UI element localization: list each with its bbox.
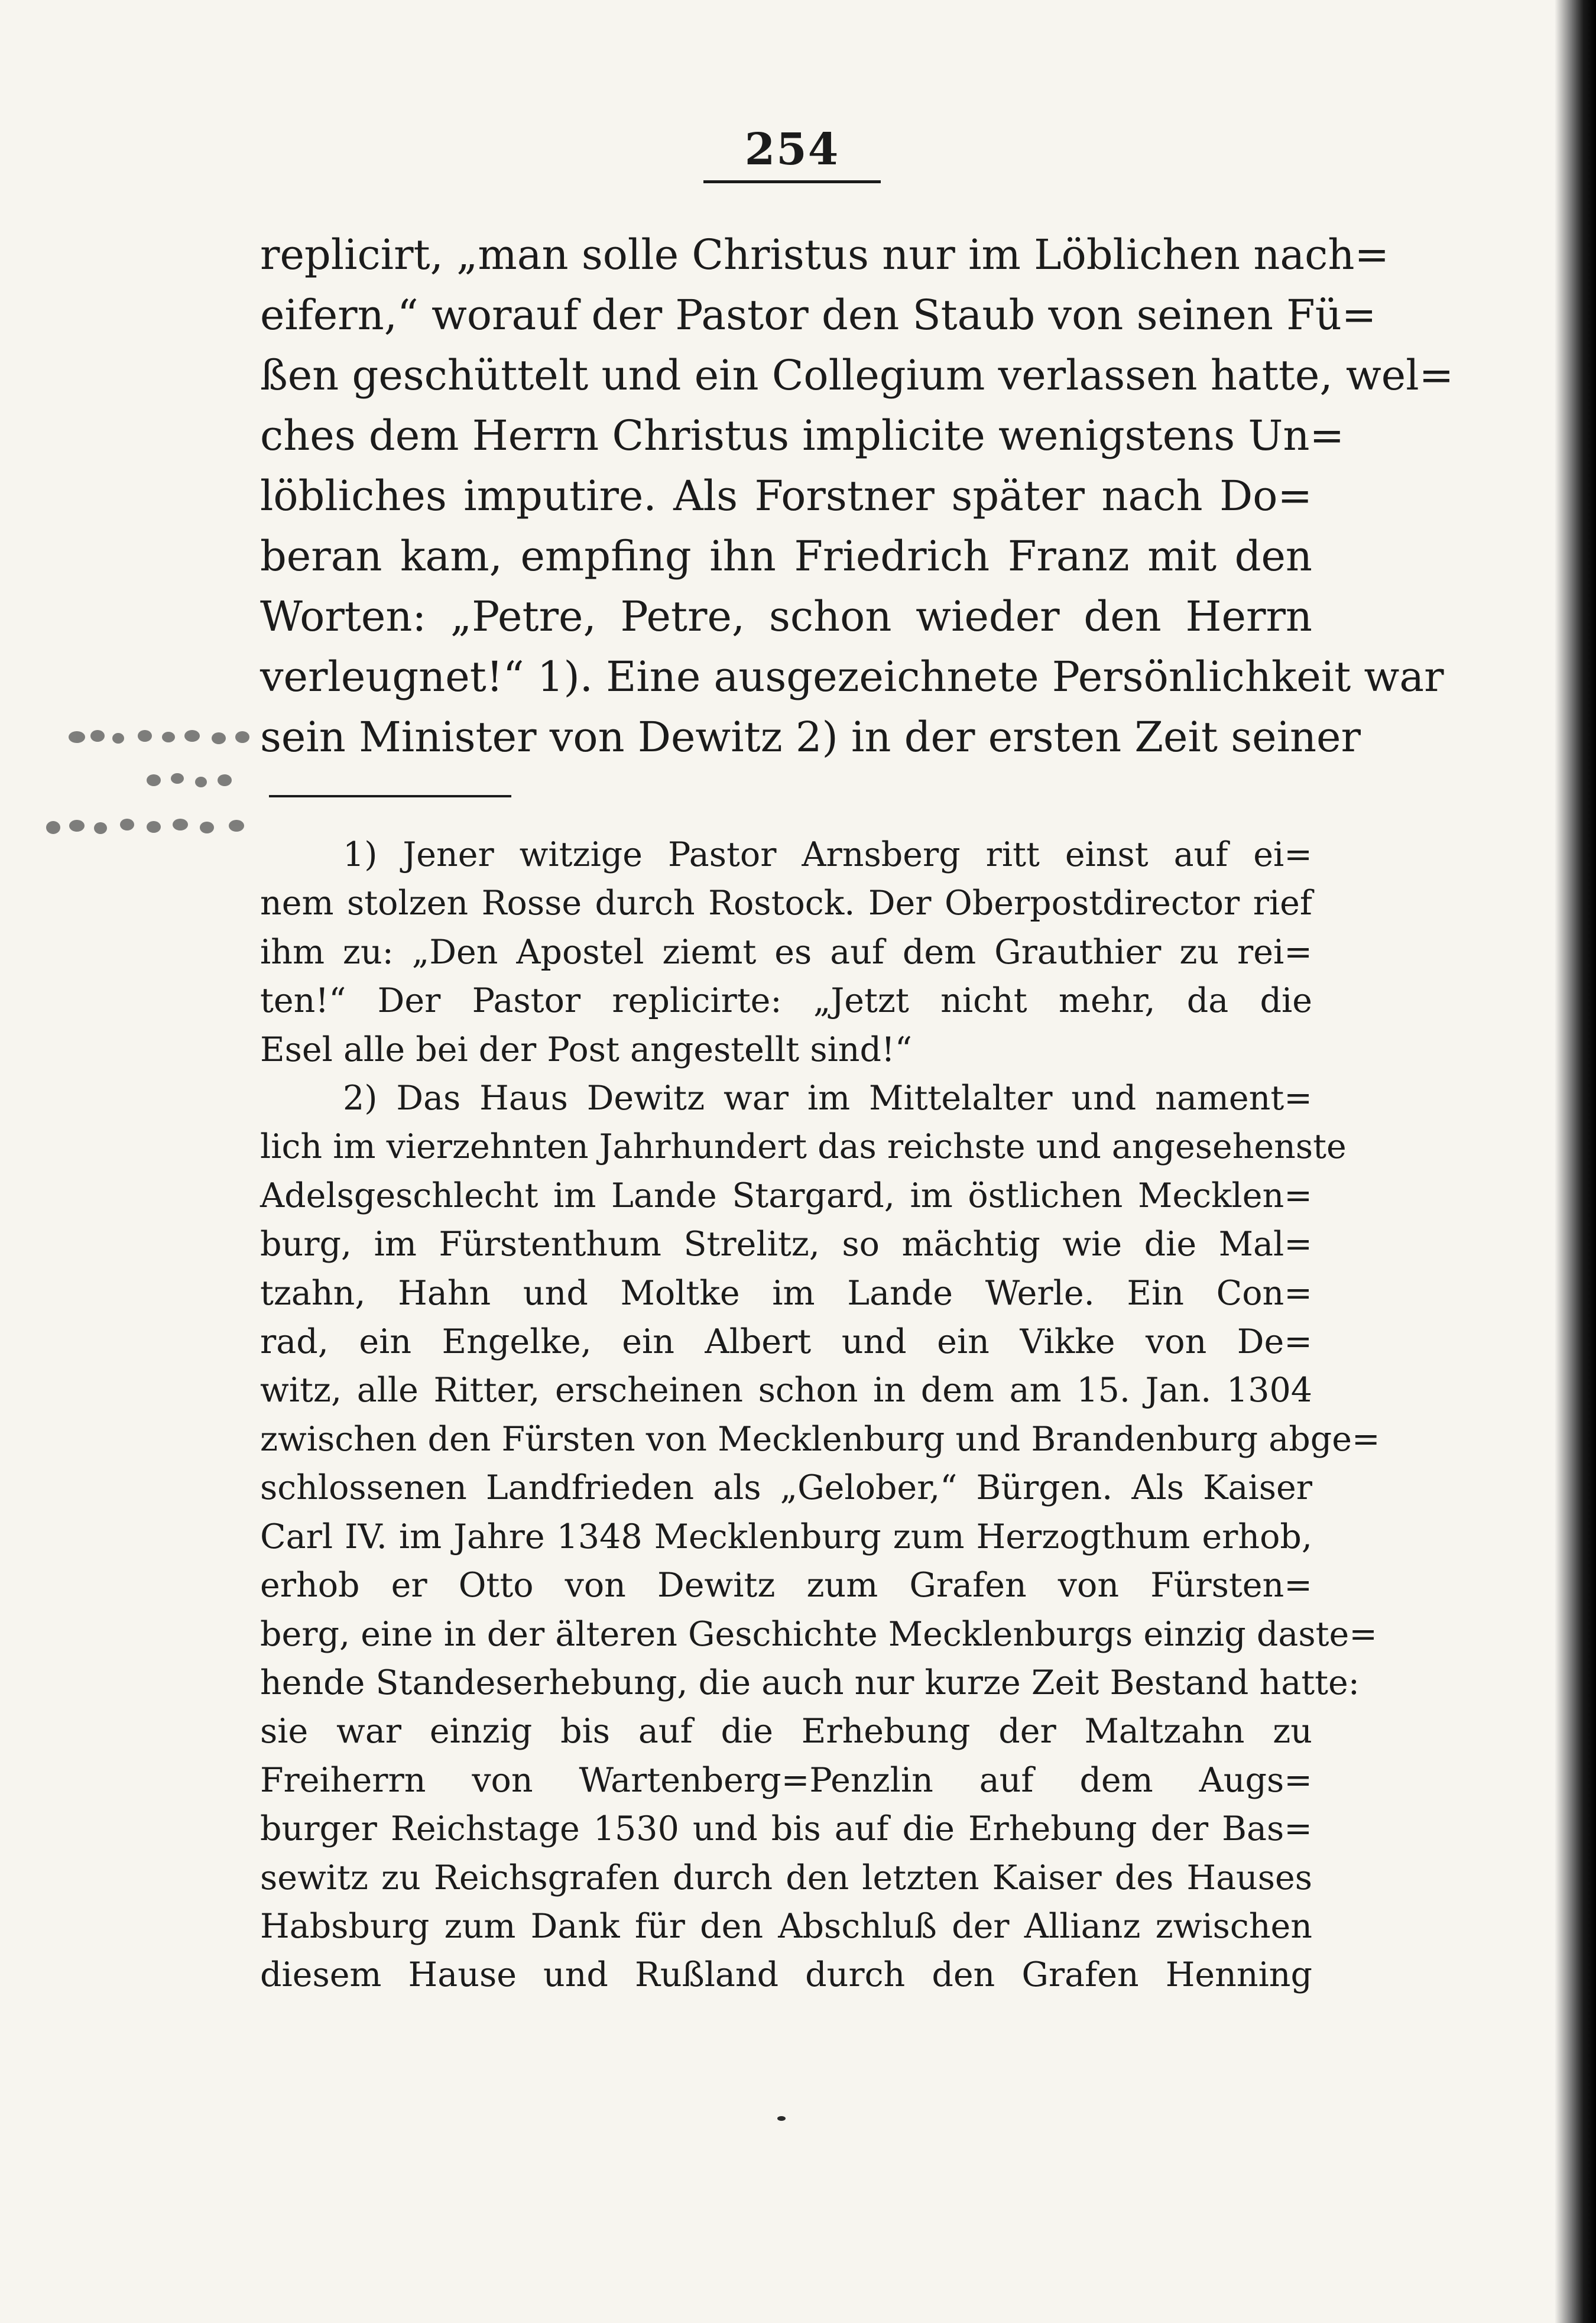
text-line: replicirt, „man solle Christus nur im Löblichen nach=	[260, 231, 1390, 279]
footnote-line: Freiherrn von Wartenberg=Penzlin auf dem Augs=	[260, 1760, 1312, 1800]
footnote-line: witz, alle Ritter, erscheinen schon in dem am 15. Jan. 1304	[260, 1371, 1312, 1410]
footnote-line: schlossenen Landfrieden als „Gelober,“ Bürgen. Als Kaiser	[260, 1468, 1312, 1508]
page-number: 254	[744, 124, 840, 175]
footnote-line: ten!“ Der Pastor replicirte: „Jetzt nicht mehr, da die	[260, 981, 1312, 1021]
footnote-line: sewitz zu Reichsgrafen durch den letzten Kaiser des Hauses	[260, 1858, 1312, 1897]
text-line: sein Minister von Dewitz 2) in der ersten Zeit seiner	[260, 713, 1361, 761]
text-line: ches dem Herrn Christus implicite wenigstens Un=	[260, 411, 1345, 460]
footnote-line: burger Reichstage 1530 und bis auf die Erhebung der Bas=	[260, 1809, 1312, 1849]
footnote-line: 2) Das Haus Dewitz war im Mittelalter und nament=	[343, 1079, 1312, 1118]
footnote-line: diesem Hause und Rußland durch den Grafen Henning	[260, 1955, 1312, 1995]
footnote-line: Esel alle bei der Post angestellt sind!“	[260, 1030, 913, 1069]
footnote-line: lich im vierzehnten Jahrhundert das reichste und angesehenste	[260, 1127, 1347, 1167]
footnote-line: tzahn, Hahn und Moltke im Lande Werle. Ein Con=	[260, 1273, 1312, 1313]
text-line: ßen geschüttelt und ein Collegium verlassen hatte, wel=	[260, 351, 1454, 400]
margin-annotation-smudge	[41, 712, 266, 866]
footnote-line: Carl IV. im Jahre 1348 Mecklenburg zum Herzogthum erhob,	[260, 1517, 1312, 1556]
footnote-line: Habsburg zum Dank für den Abschluß der Allianz zwischen	[260, 1906, 1312, 1946]
text-line: löbliches imputire. Als Forstner später nach Do=	[260, 472, 1312, 520]
footnotes	[260, 830, 1380, 2000]
main-text	[260, 225, 1454, 767]
text-line: verleugnet!“ 1). Eine ausgezeichnete Persönlichkeit war	[260, 653, 1444, 701]
footnote-line: 1) Jener witzige Pastor Arnsberg ritt einst auf ei=	[343, 835, 1312, 874]
footnote-line: rad, ein Engelke, ein Albert und ein Vikke von De=	[260, 1322, 1312, 1362]
footnote-line: burg, im Fürstenthum Strelitz, so mächtig wie die Mal=	[260, 1225, 1312, 1264]
footnote-line: hende Standeserhebung, die auch nur kurze Zeit Bestand hatte:	[260, 1663, 1360, 1702]
footnote-line: Adelsgeschlecht im Lande Stargard, im östlichen Mecklen=	[260, 1176, 1312, 1215]
footnote-line: erhob er Otto von Dewitz zum Grafen von Fürsten=	[260, 1566, 1312, 1605]
footnote-line: berg, eine in der älteren Geschichte Mecklenburgs einzig daste=	[260, 1614, 1377, 1654]
text-line: eifern,“ worauf der Pastor den Staub von seinen Fü=	[260, 291, 1377, 339]
footnote-line: sie war einzig bis auf die Erhebung der Maltzahn zu	[260, 1712, 1312, 1751]
page-number-underline	[703, 180, 881, 183]
footnote-line: zwischen den Fürsten von Mecklenburg und Brandenburg abge=	[260, 1419, 1380, 1459]
footnote-line: ihm zu: „Den Apostel ziemt es auf dem Grauthier zu rei=	[260, 932, 1312, 972]
text-line: beran kam, empfing ihn Friedrich Franz mit den	[260, 532, 1312, 580]
footnote-line: nem stolzen Rosse durch Rostock. Der Oberpostdirector rief	[260, 884, 1312, 923]
text-line: Worten: „Petre, Petre, schon wieder den Herrn	[260, 592, 1312, 641]
footnote-separator	[269, 795, 511, 797]
page-edge-shadow	[1555, 0, 1596, 2323]
ink-speck	[777, 2116, 786, 2121]
